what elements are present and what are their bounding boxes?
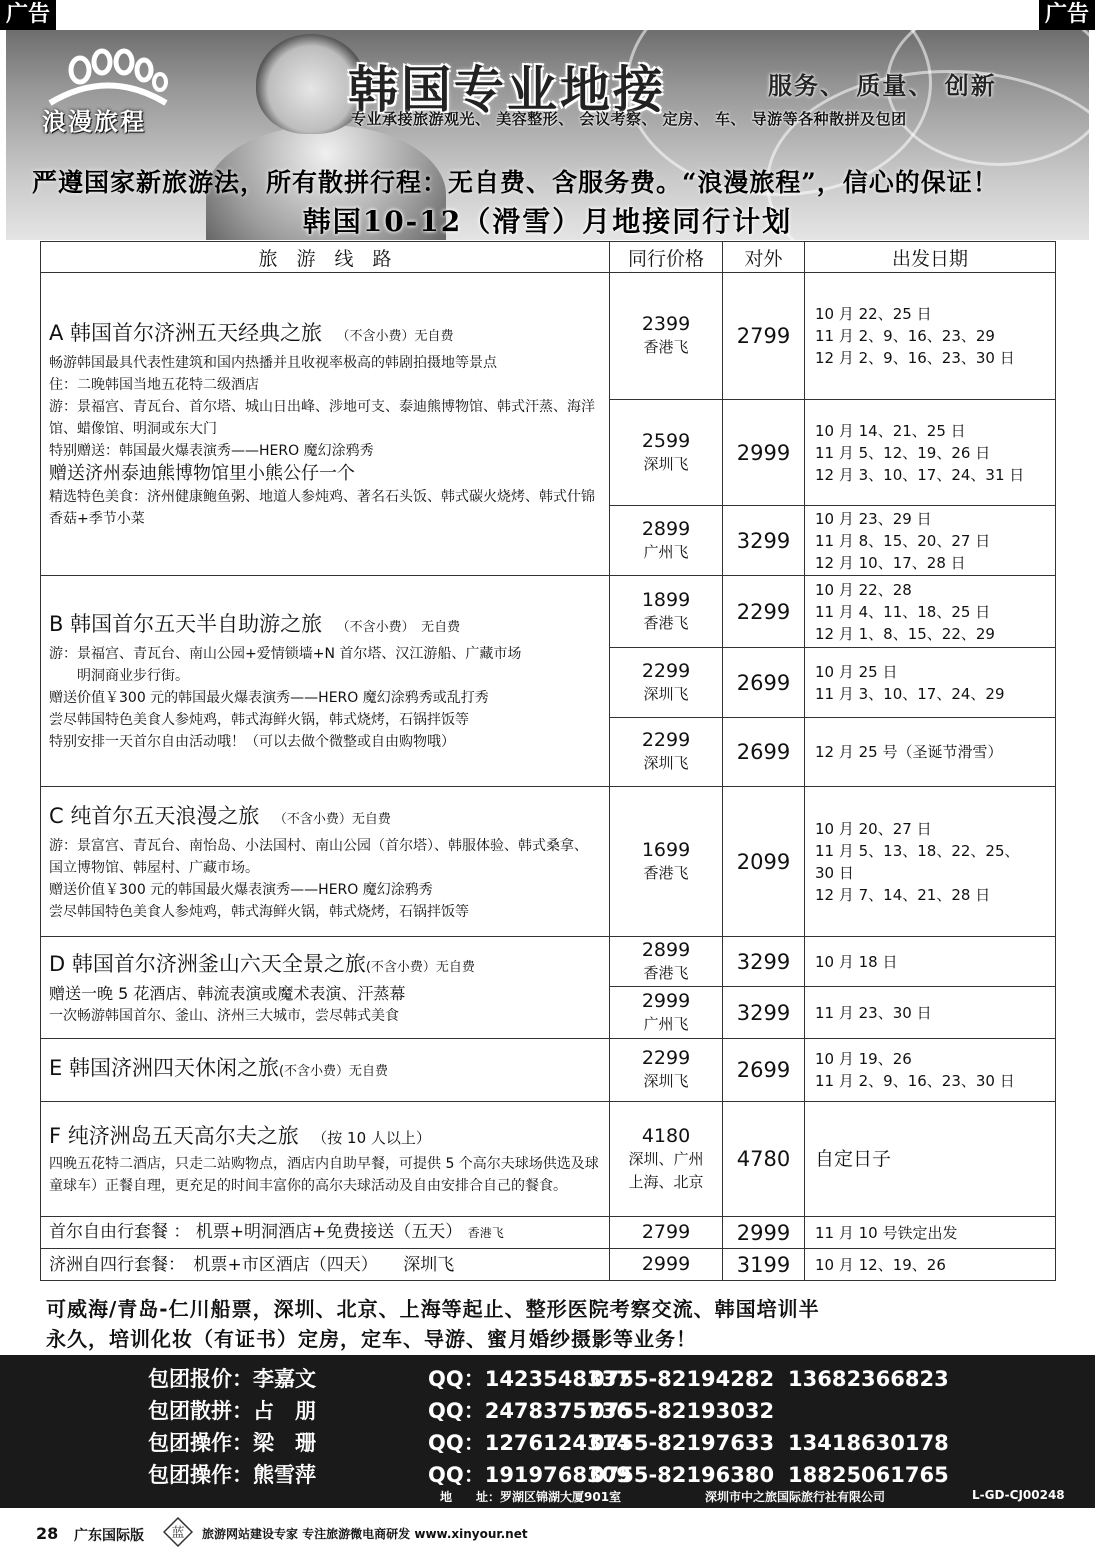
route-title: D 韩国首尔济洲釜山六天全景之旅(不含小费）无自费: [49, 951, 475, 976]
table-row: [41, 576, 1056, 648]
retail-cell: 2299: [723, 576, 805, 648]
header-dates: 出发日期: [805, 242, 1056, 273]
contact-row: 包团报价：李嘉文 QQ：14235483370755-82194282 13682366823: [148, 1367, 949, 1391]
ad-tag-right: 广告: [1039, 0, 1095, 30]
dates-cell: 自定日子: [805, 1102, 1056, 1217]
price-cell: 2899 香港飞: [610, 937, 723, 987]
footer-logo-char: 蓝: [171, 1526, 185, 1541]
route-note: (不含小费）无自费: [365, 959, 475, 975]
retail-cell: 2999: [723, 1217, 805, 1249]
price-cell: 2799: [610, 1217, 723, 1249]
law-statement: 严遵国家新旅游法，所有散拼行程：无自费、含服务费。“浪漫旅程”，信心的保证！: [32, 168, 999, 197]
route-e: [41, 1039, 610, 1102]
retail-cell: 2099: [723, 787, 805, 937]
table-row: [41, 273, 1056, 400]
route-line: 赠送价值￥300 元的韩国最火爆表演秀——HERO 魔幻涂鸦秀: [49, 881, 433, 898]
route-line: 特别赠送：韩国最火爆表演秀——HERO 魔幻涂鸦秀: [49, 443, 374, 459]
table-header-row: [41, 242, 1056, 273]
dates-cell: 10 月 18 日: [805, 937, 1056, 987]
route-note: （不含小费）无自费: [343, 329, 454, 344]
retail-cell: 3299: [723, 987, 805, 1039]
dates-cell: 10 月 25 日 11 月 3、10、17、24、29: [805, 648, 1056, 718]
retail-cell: 2699: [723, 718, 805, 787]
route-line: 住：二晚韩国当地五花特二级酒店: [49, 377, 259, 393]
retail-cell: 4780: [723, 1102, 805, 1217]
price-cell: 2299 深圳飞: [610, 1039, 723, 1102]
route-note: （按 10 人以上）: [319, 1129, 431, 1147]
dates-cell: 10 月 14、21、25 日 11 月 5、12、19、26 日 12 月 3、10、17、24、31 日: [805, 400, 1056, 506]
route-line: 畅游韩国最具代表性建筑和国内热播并且收视率极高的韩剧拍摄地等景点: [49, 355, 497, 371]
ad-tag-left: 广告: [0, 0, 56, 30]
contact-row: 包团操作：梁 珊 QQ：12761243140755-82197633 13418630178: [148, 1431, 949, 1455]
price-cell: 2599 深圳飞: [610, 400, 723, 506]
dates-cell: 10 月 22、25 日 11 月 2、9、16、23、29 12 月 2、9、16、23、30 日: [805, 273, 1056, 400]
package-jeju: 济洲自四行套餐： 机票+市区酒店（四天） 深圳飞: [41, 1249, 610, 1281]
price-cell: 2999: [610, 1249, 723, 1281]
header-retail: 对外: [723, 242, 805, 273]
logo-text: 浪漫旅程: [42, 108, 146, 136]
route-b: [41, 576, 610, 787]
route-f: [41, 1102, 610, 1217]
dates-cell: 10 月 23、29 日 11 月 8、15、20、27 日 12 月 10、17、28 日: [805, 506, 1056, 576]
table-row: [41, 937, 1056, 987]
route-line: 一次畅游韩国首尔、釜山、济州三大城市，尝尽韩式美食: [49, 1007, 399, 1024]
route-line: 特别安排一天首尔自由活动哦！（可以去做个微整或自由购物哦）: [49, 734, 455, 750]
table-row: [41, 1249, 1056, 1281]
price-cell: 2399 香港飞: [610, 273, 723, 400]
dates-cell: 12 月 25 号（圣诞节滑雪）: [805, 718, 1056, 787]
route-title: B 韩国首尔五天半自助游之旅 （不含小费） 无自费: [49, 612, 461, 636]
route-food: 精选特色美食：济州健康鲍鱼粥、地道人参炖鸡、著名石头饭、韩式碳火烧烤、韩式什锦香菇+季节小菜: [49, 489, 595, 527]
price-cell: 1699 香港飞: [610, 787, 723, 937]
retail-cell: 2799: [723, 273, 805, 400]
banner-slogan: 服务、 质量、 创新: [768, 72, 997, 100]
footer-slogan: 旅游网站建设专家 专注旅游微电商研发 www.xinyour.net: [202, 1527, 528, 1541]
retail-cell: 2999: [723, 400, 805, 506]
route-c: [41, 787, 610, 937]
package-seoul: 首尔自由行套餐 ： 机票+明洞酒店+免费接送（五天） 香港飞: [41, 1217, 610, 1249]
header-price: 同行价格: [610, 242, 723, 273]
extra-services: 可威海/青岛-仁川船票，深圳、北京、上海等起止、整形医院考察交流、韩国培训半 永久，培训化妆（有证书）定房，定车、导游、蜜月婚纱摄影等业务！: [46, 1297, 820, 1351]
contact-row: 包团散拼：占 朋 QQ：24783757360755-82193032: [148, 1399, 775, 1423]
banner-title: 韩国专业地接: [348, 61, 666, 119]
table-row: [41, 1039, 1056, 1102]
table-row: [41, 1102, 1056, 1217]
table-row: [41, 787, 1056, 937]
route-title: F 纯济洲岛五天高尔夫之旅 （按 10 人以上）: [49, 1124, 431, 1148]
page-number: 28: [36, 1524, 59, 1543]
price-cell: 2299 深圳飞: [610, 648, 723, 718]
retail-cell: 3299: [723, 937, 805, 987]
price-table: [40, 241, 1056, 1281]
route-gift: 赠送济州泰迪熊博物馆里小熊公仔一个: [49, 463, 355, 484]
dates-cell: 11 月 10 号铁定出发: [805, 1217, 1056, 1249]
route-line: 赠送价值￥300 元的韩国最火爆表演秀——HERO 魔幻涂鸦秀或乱打秀: [49, 690, 489, 706]
address: 地 址：罗湖区锦湖大厦901室: [440, 1490, 622, 1504]
price-cell: 2299 深圳飞: [610, 718, 723, 787]
route-line: 尝尽韩国特色美食人参炖鸡，韩式海鲜火锅，韩式烧烤，石锅拌饭等: [49, 712, 469, 728]
price-cell: 1899 香港飞: [610, 576, 723, 648]
route-line: 四晚五花特二酒店，只走二站购物点，酒店内自助早餐，可提供 5 个高尔夫球场供选及球童球车）正餐自理，更充足的时间丰富你的高尔夫球活动及自由安排合自己的餐食。: [49, 1156, 599, 1194]
retail-cell: 3299: [723, 506, 805, 576]
route-title: A 韩国首尔济洲五天经典之旅 （不含小费）无自费: [49, 321, 454, 345]
route-a: [41, 273, 610, 576]
route-note: （不含小费） 无自费: [343, 620, 461, 635]
footer-logo-icon: [163, 1517, 193, 1547]
header-route: 旅 游 线 路: [41, 242, 610, 273]
plan-title: 韩国10-12（滑雪）月地接同行计划: [302, 205, 793, 238]
dates-cell: 10 月 12、19、26: [805, 1249, 1056, 1281]
table-row: [41, 1217, 1056, 1249]
route-line: 游：景福宫、青瓦台、首尔塔、城山日出峰、涉地可支、泰迪熊博物馆、韩式汗蒸、海洋馆、蜡像馆、明洞或东大门: [49, 399, 595, 437]
retail-cell: 2699: [723, 1039, 805, 1102]
edition-name: 广东国际版: [74, 1528, 144, 1544]
dates-cell: 10 月 20、27 日 11 月 5、13、18、22、25、 30 日 12 月 7、14、21、28 日: [805, 787, 1056, 937]
services-line: 专业承接旅游观光、 美容整形、 会议考察、 定房、 车、 导游等各种散拼及包团: [351, 110, 907, 128]
route-d: [41, 937, 610, 1039]
contacts-panel: [0, 1355, 1095, 1508]
dates-cell: 10 月 19、26 11 月 2、9、16、23、30 日: [805, 1039, 1056, 1102]
price-cell: 2999 广州飞: [610, 987, 723, 1039]
route-note: （不含小费）无自费: [280, 811, 391, 827]
price-cell: 4180 深圳、广州 上海、北京: [610, 1102, 723, 1217]
route-line: 尝尽韩国特色美食人参炖鸡，韩式海鲜火锅，韩式烧烤，石锅拌饭等: [49, 903, 469, 920]
route-line: 明洞商业步行街。: [49, 668, 189, 684]
company-name: 深圳市中之旅国际旅行社有限公司: [705, 1490, 886, 1504]
retail-cell: 3199: [723, 1249, 805, 1281]
dates-cell: 11 月 23、30 日: [805, 987, 1056, 1039]
contact-row: 包团操作：熊雪萍 QQ：19197683090755-82196380 18825061765: [148, 1463, 949, 1487]
license-number: L-GD-CJ00248: [972, 1488, 1065, 1502]
dates-cell: 10 月 22、28 11 月 4、11、18、25 日 12 月 1、8、15、22、29: [805, 576, 1056, 648]
route-title: C 纯首尔五天浪漫之旅 （不含小费）无自费: [49, 803, 391, 828]
route-title: E 韩国济洲四天休闲之旅(不含小费）无自费: [49, 1056, 389, 1080]
route-gift: 赠送一晚 5 花酒店、韩流表演或魔术表演、汗蒸幕: [49, 983, 406, 1003]
route-line: 游：景福宫、青瓦台、南山公园+爱情锁墙+N 首尔塔、汉江游船、广藏市场: [49, 646, 522, 662]
route-line: 游：景富宫、青瓦台、南怡岛、小法国村、南山公园（首尔塔）、韩服体验、韩式桑拿、国立博物馆、韩屋村、广藏市场。: [49, 837, 588, 876]
route-note: (不含小费）无自费: [278, 1064, 389, 1079]
banner: [6, 30, 1089, 240]
logo-footprint-icon: [38, 48, 178, 108]
price-cell: 2899 广州飞: [610, 506, 723, 576]
retail-cell: 2699: [723, 648, 805, 718]
